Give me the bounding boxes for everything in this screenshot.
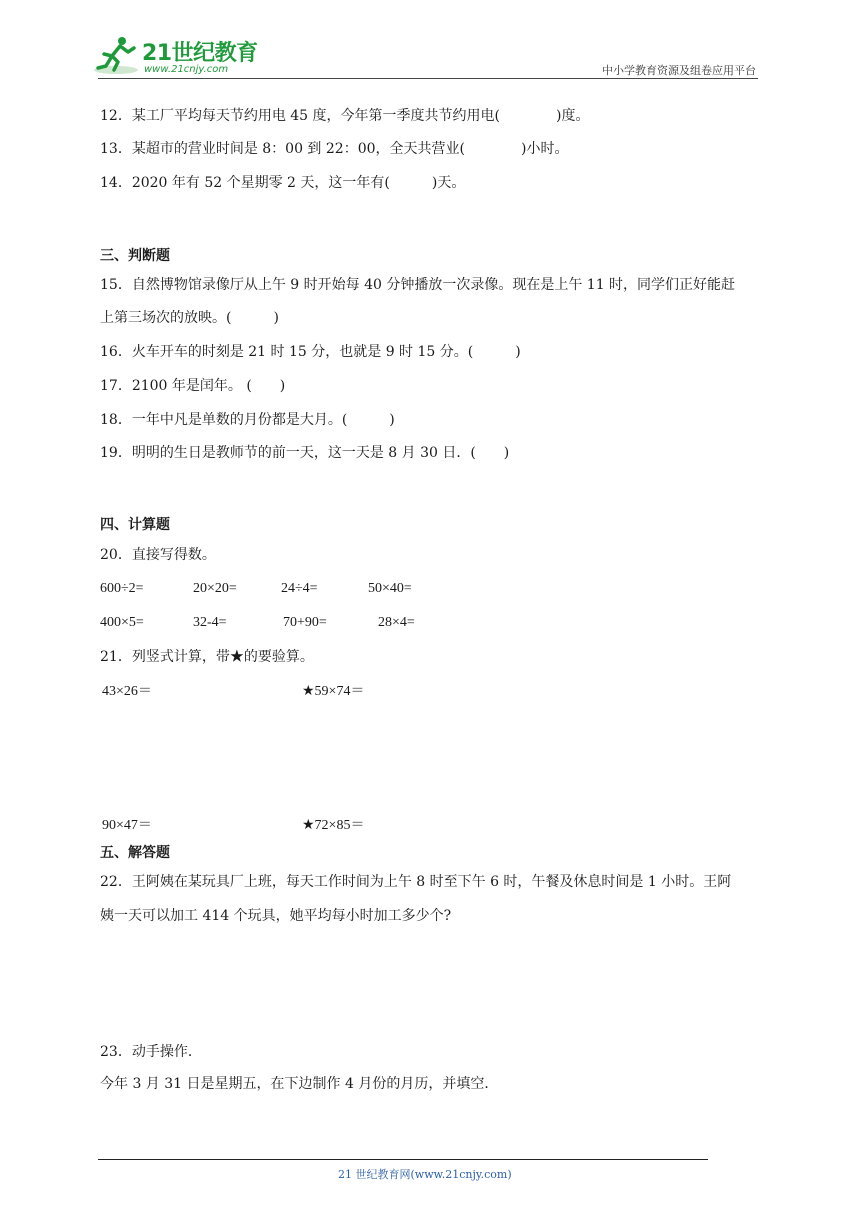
oral-calc-item: 20×20= [193, 581, 237, 596]
platform-label: 中小学教育资源及组卷应用平台 [602, 64, 756, 77]
question-14: 14．2020 年有 52 个星期零 2 天，这一年有( )天。 [100, 175, 466, 191]
question-15-line2: 上第三场次的放映。( ) [100, 310, 279, 326]
vertical-calc-item: 90×47＝ [102, 818, 152, 833]
logo-title: 21世纪教育 [142, 41, 258, 66]
runner-logo-icon [92, 34, 140, 76]
footer-divider [98, 1159, 708, 1160]
header-divider [98, 78, 758, 79]
question-22-line2: 姨一天可以加工 414 个玩具，她平均每小时加工多少个? [100, 908, 452, 924]
oral-calc-item: 24÷4= [281, 581, 318, 596]
question-22-line1: 22．王阿姨在某玩具厂上班，每天工作时间为上午 8 时至下午 6 时，午餐及休息时间是 1 小时。王阿 [100, 874, 732, 890]
section-heading-answer: 五、解答题 [100, 845, 170, 861]
question-19: 19．明明的生日是教师节的前一天，这一天是 8 月 30 日．( ) [100, 445, 510, 461]
oral-calc-item: 28×4= [378, 615, 415, 630]
section-heading-calc: 四、计算题 [100, 517, 170, 533]
footer-source: 21 世纪教育网(www.21cnjy.com) [338, 1168, 512, 1181]
oral-calc-item: 70+90= [283, 615, 327, 630]
question-23: 23．动手操作． [100, 1044, 202, 1060]
question-15-line1: 15．自然博物馆录像厅从上午 9 时开始每 40 分钟播放一次录像。现在是上午 11 时，同学们正好能赶 [100, 277, 736, 293]
question-12: 12．某工厂平均每天节约用电 45 度，今年第一季度共节约用电( )度。 [100, 108, 590, 124]
question-21: 21．列竖式计算，带★的要验算。 [100, 649, 314, 665]
vertical-calc-item-check: ★59×74＝ [302, 684, 365, 699]
question-18: 18．一年中凡是单数的月份都是大月。( ) [100, 412, 395, 428]
oral-calc-item: 600÷2= [100, 581, 144, 596]
oral-calc-item: 50×40= [368, 581, 412, 596]
oral-calc-item: 400×5= [100, 615, 144, 630]
question-13: 13．某超市的营业时间是 8：00 到 22：00，全天共营业( )小时。 [100, 141, 569, 157]
logo-url: www.21cnjy.com [144, 64, 229, 75]
section-heading-judge: 三、判断题 [100, 248, 170, 264]
vertical-calc-item-check: ★72×85＝ [302, 818, 365, 833]
oral-calc-item: 32-4= [193, 615, 227, 630]
question-17: 17．2100 年是闰年。 ( ) [100, 378, 286, 394]
vertical-calc-item: 43×26＝ [102, 684, 152, 699]
question-23-description: 今年 3 月 31 日是星期五，在下边制作 4 月份的月历，并填空． [100, 1076, 499, 1092]
question-16: 16．火车开车的时刻是 21 时 15 分，也就是 9 时 15 分。( ) [100, 344, 521, 360]
question-20: 20．直接写得数。 [100, 547, 216, 563]
site-logo [92, 34, 262, 80]
